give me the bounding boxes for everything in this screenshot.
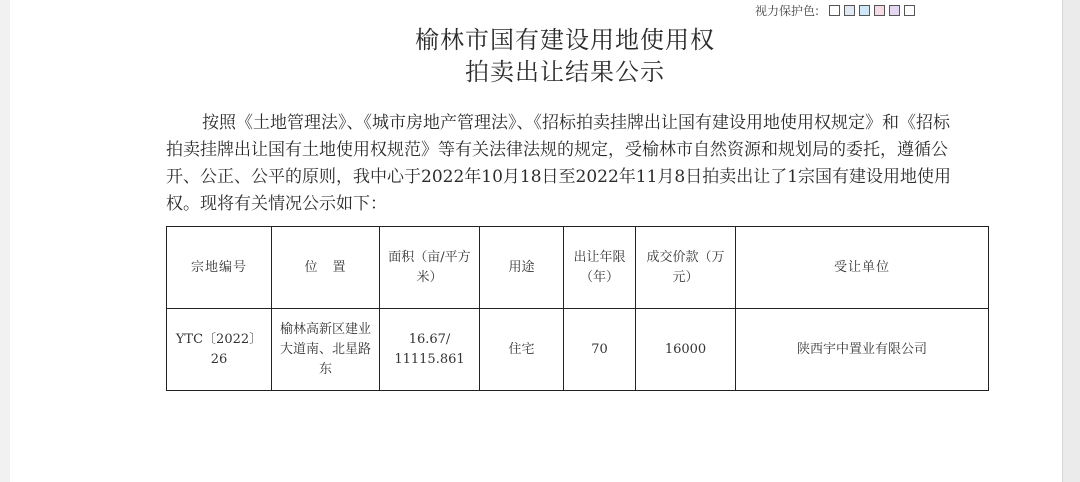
page-title-line1: 榆林市国有建设用地使用权 [415,26,715,54]
page-title-line2: 拍卖出让结果公示 [465,58,665,86]
table-row [167,309,989,391]
header-buyer: 受让单位 [736,227,989,309]
header-price: 成交价款（万元） [636,227,736,309]
eye-protection-label: 视力保护色: [755,3,820,18]
cell-location: 榆林高新区建业大道南、北星路东 [272,309,380,391]
swatch-lavender[interactable] [889,5,900,16]
swatch-gray-blue[interactable] [844,5,855,16]
cell-area: 16.67/ 11115.861 [380,309,480,391]
eye-protection-bar [755,1,919,19]
cell-usage: 住宅 [480,309,564,391]
header-area: 面积（亩/平方米） [380,227,480,309]
announcement-paragraph: 按照《土地管理法》、《城市房地产管理法》、《招标拍卖挂牌出让国有建设用地使用权规定》和《招标拍卖挂牌出让国有土地使用权规范》等有关法律法规的规定，受榆林市自然资源和规划局的委托，遵循公开、公正、公平的原则，我中心于2022年10月18日至2022年11月8日拍卖出让了1宗国有建设用地使用权。现将有关情况公示如下： [166,113,952,214]
announcement-body [166,110,956,218]
cell-price: 16000 [636,309,736,391]
result-table [166,226,989,391]
header-parcel-no: 宗地编号 [167,227,272,309]
cell-buyer: 陕西宇中置业有限公司 [736,309,989,391]
header-usage: 用途 [480,227,564,309]
header-term: 出让年限（年） [564,227,636,309]
swatch-light-blue[interactable] [859,5,870,16]
table-header-row [167,227,989,309]
header-location: 位 置 [272,227,380,309]
swatch-white[interactable] [829,5,840,16]
cell-parcel-no: YTC〔2022〕26 [167,309,272,391]
swatch-pink[interactable] [874,5,885,16]
swatch-default[interactable] [904,5,915,16]
cell-term: 70 [564,309,636,391]
